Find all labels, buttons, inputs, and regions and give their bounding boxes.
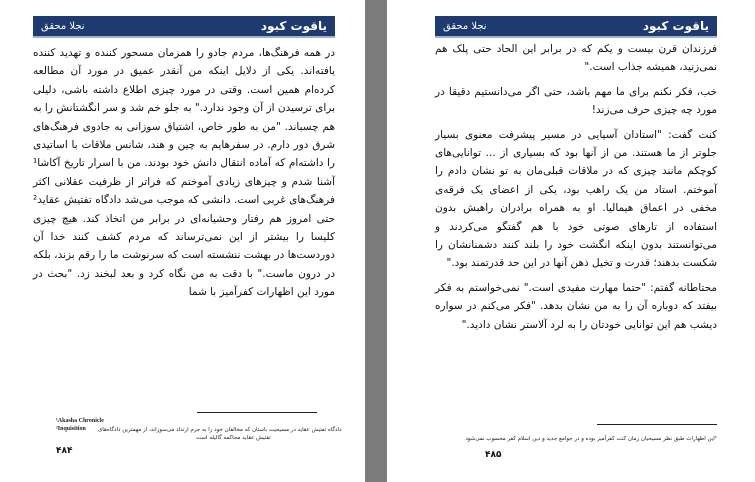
footnote-inquisition-text: دادگاه تفتیش عقاید در مسیحیت باستان که مخالفان خود را به جرم ارتداد می‌سوزاند، از مهمترین دادگاه‌های bbox=[98, 427, 342, 433]
right-page-header bbox=[435, 16, 717, 38]
paragraph: خب، فکر نکنم برای ما مهم باشد، حتی اگر می‌دانستیم دقیقا در مورد چه چیزی حرف می‌زند! bbox=[435, 85, 717, 117]
left-page-header bbox=[33, 16, 335, 38]
footnote-rule bbox=[597, 424, 717, 425]
left-page-body bbox=[33, 44, 335, 308]
author-name: نجلا محقق bbox=[41, 20, 85, 32]
footnote-blasphemy: ¹این اظهارات طبق نظر مسیحیان زمان کنت کفرآمیز بوده و در جوامع جدید و دین اسلام کفر محسوب نمی‌شود bbox=[465, 436, 717, 442]
author-name: نجلا محقق bbox=[443, 20, 487, 32]
page-number-right: ۴۸۵ bbox=[485, 450, 502, 460]
left-page bbox=[0, 0, 365, 482]
paragraph: در همه فرهنگ‌ها، مردم جادو را همزمان مسحور کننده و تهدید کننده یافته‌اند. یکی از دلایل اینکه من آنقدر عمیق در مورد آن مطالعه کرده‌ام همین است. وقتی در مورد چیزی اطلاع داشته باشی، دلیلی برای ترسیدن از آن وجود ندارد." به جلو خم شد و سر انگشتانش را به هم چسباند. "من به طور خاص، اشتیاق سوزانی به جادوی فرهنگ‌های شرق دور دارم. در سفرهایم به چین و هند، شانس ملاقات با اساتیدی را داشته‌ام که آماده انتقال دانش خود بودند. من با اسرار تاریخ آکاشا¹ آشنا شدم و چیزهای زیادی آموختم که فراتر از ظرفیت عقلانی اکثر فرهنگ‌های غربی است. دانشی که موجب می‌شد دادگاه تفتیش عقاید² حتی امروز هم رفتار وحشیانه‌ای در برابر من اتخاذ کند. هیچ چیزی کلیسا را بیشتر از این نمی‌ترساند که مردم کشف کنند خدا آن دوردست‌ها در بهشت ننشسته است که سرنوشت ما را رقم بزند، بلکه در درون ماست." با دقت به من نگاه کرد و بعد لبخند زد. "بحث در مورد این اظهارات کفرآمیز با شما bbox=[33, 47, 335, 299]
book-title: یاقوت کبود bbox=[260, 19, 327, 33]
paragraph: فرزندان قرن بیست و یکم که در برابر این الحاد حتی پلک هم نمی‌زنید، همیشه جذاب است." bbox=[435, 43, 717, 74]
footnote-inquisition-continued: تفتیش عقاید محاکمه گالیله است bbox=[196, 435, 271, 441]
book-title: یاقوت کبود bbox=[642, 19, 709, 33]
footnote-akasha: ¹Akasha Chronicle bbox=[56, 418, 104, 424]
paragraph: کنت گفت: "استادان آسیایی در مسیر پیشرفت معنوی بسیار جلوتر از ما هستند. من از آنها بود که بسیاری از ... توانایی‌های کوچکم مانند چیزی که در ملاقات قبلی‌مان به تو نشان دادم را آموختم. استاد من یک راهب بود، یکی از اعضای یک فرقه‌ی مخفی در اعماق هیمالیا. او به همراه برادران راهبش بدون استفاده از تارهای صوتی خود با هم گفتگو می‌کردند و می‌توانستند بدون اینکه انگشت خود را بلند کنند دشمنانشان را شکست بدهند؛ قدرت و تخیل ذهن آنها در این حد قدرتمند بود." bbox=[435, 128, 717, 270]
footnote-rule bbox=[197, 412, 317, 413]
footnote-inquisition-latin: ²Inquisition bbox=[56, 426, 86, 432]
paragraph: محتاطانه گفتم: "حتما مهارت مفیدی است." نمی‌خواستم به فکر بیفتد که دوباره آن را به من نشان بدهد. "فکر می‌کنم در سواره دیشب هم این توانایی خودتان را به لرد آلاستر نشان دادید." bbox=[435, 281, 717, 331]
page-number-left: ۴۸۴ bbox=[56, 446, 73, 456]
right-page-body bbox=[435, 40, 717, 340]
right-page bbox=[387, 0, 755, 482]
